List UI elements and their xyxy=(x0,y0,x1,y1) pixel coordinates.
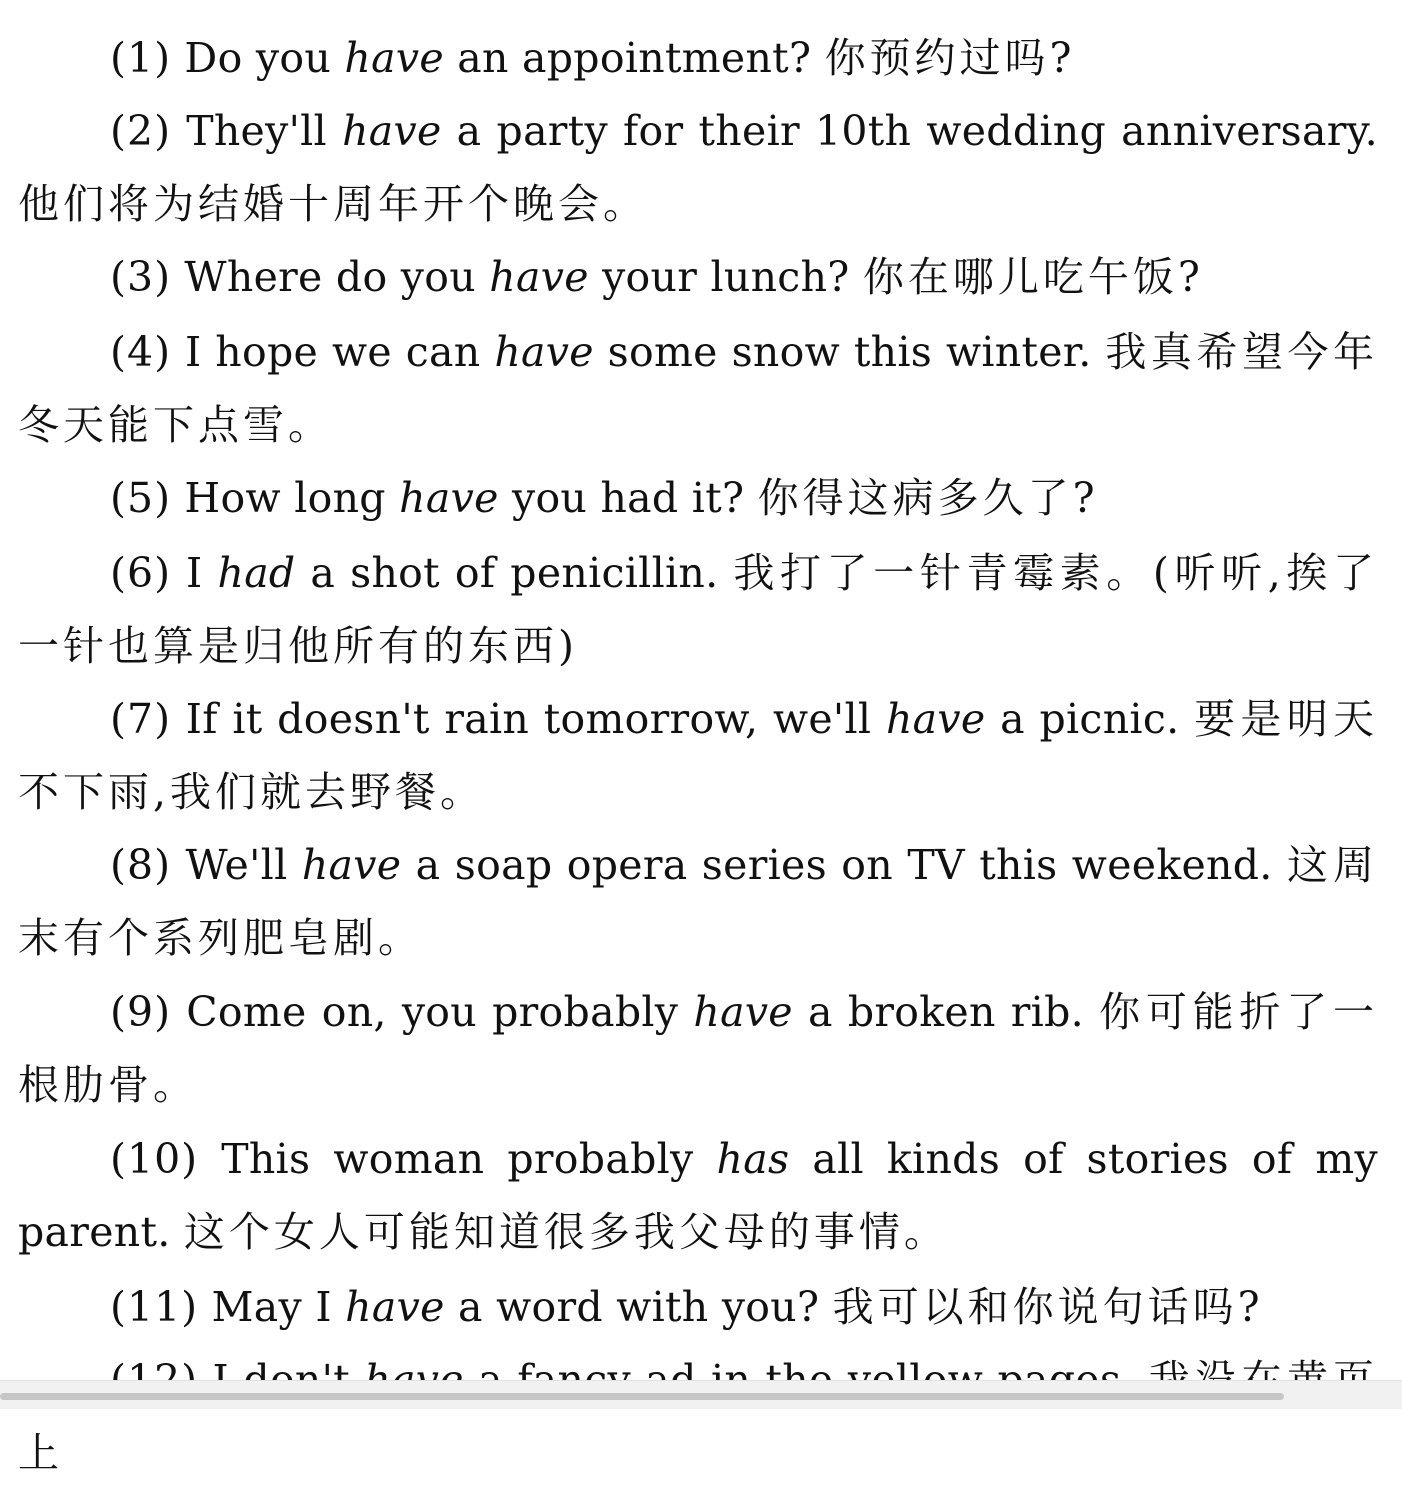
english-text: a soap opera series on TV this weekend. xyxy=(401,841,1287,889)
chinese-translation: 上 xyxy=(18,1429,63,1477)
highlighted-verb: have xyxy=(345,1283,445,1331)
english-text: your lunch? xyxy=(588,253,863,301)
chinese-translation: 要是明天不下雨,我们就去野餐。 xyxy=(18,695,1379,816)
item-number: (3) xyxy=(110,253,172,301)
item-number: (10) xyxy=(110,1135,199,1183)
item-number: (5) xyxy=(110,474,172,522)
item-number: (11) xyxy=(110,1283,199,1331)
highlighted-verb: have xyxy=(489,253,589,301)
highlighted-verb: have xyxy=(342,107,442,155)
example-sentence-3 xyxy=(18,241,1378,314)
example-sentence-4 xyxy=(18,316,1378,462)
item-number: (1) xyxy=(110,34,172,82)
english-text: a broken rib. xyxy=(792,988,1100,1036)
item-number: (4) xyxy=(110,328,172,376)
chinese-translation: 你可能折了一根肋骨。 xyxy=(18,988,1378,1109)
english-text: We'll xyxy=(185,841,302,889)
highlighted-verb: have xyxy=(399,474,499,522)
example-sentence-5 xyxy=(18,462,1378,535)
english-text: Do you xyxy=(184,34,345,82)
chinese-translation: 这周末有个系列肥皂剧。 xyxy=(18,841,1378,962)
example-sentence-12 xyxy=(18,1344,1378,1490)
scrollbar-thumb[interactable] xyxy=(0,1393,1284,1400)
english-text: I xyxy=(186,549,218,597)
chinese-translation: 我真希望今年冬天能下点雪。 xyxy=(18,328,1378,449)
english-text: an appointment? xyxy=(443,34,825,82)
highlighted-verb: had xyxy=(217,549,296,597)
highlighted-verb: have xyxy=(344,34,444,82)
english-text: you had it? xyxy=(498,474,758,522)
example-sentence-8 xyxy=(18,829,1378,975)
highlighted-verb: have xyxy=(301,841,402,889)
highlighted-verb: has xyxy=(716,1135,790,1183)
english-text: a shot of penicillin. xyxy=(295,549,734,597)
english-text: This woman probably xyxy=(221,1135,717,1183)
chinese-translation: 他们将为结婚十周年开个晚会。 xyxy=(18,180,648,228)
example-sentence-7 xyxy=(18,683,1378,829)
item-number: (9) xyxy=(110,988,172,1036)
example-sentence-2 xyxy=(18,95,1378,241)
english-text: a party for their 10th wedding anniversary. xyxy=(441,107,1378,155)
english-text: all kinds of stories of my parent. xyxy=(18,1135,1379,1256)
english-text: some snow this winter. xyxy=(593,328,1106,376)
chinese-translation: 你预约过吗? xyxy=(824,34,1076,82)
chinese-translation: 你得这病多久了? xyxy=(757,474,1099,522)
example-sentence-11 xyxy=(18,1271,1378,1344)
chinese-translation: 我可以和你说句话吗? xyxy=(832,1283,1264,1331)
english-text: a picnic. xyxy=(985,695,1195,743)
english-text: a word with you? xyxy=(444,1283,833,1331)
chinese-translation: 你在哪儿吃午饭? xyxy=(862,253,1204,301)
highlighted-verb: have xyxy=(885,695,986,743)
english-text: May I xyxy=(211,1283,346,1331)
english-text: Where do you xyxy=(184,253,490,301)
english-text: They'll xyxy=(186,107,343,155)
item-number: (6) xyxy=(110,549,172,597)
horizontal-scrollbar[interactable] xyxy=(0,1380,1402,1409)
example-sentence-10 xyxy=(18,1123,1378,1269)
example-sentence-1 xyxy=(18,22,1378,95)
highlighted-verb: have xyxy=(693,988,793,1036)
english-text: Come on, you probably xyxy=(186,988,694,1036)
chinese-translation: 这个女人可能知道很多我父母的事情。 xyxy=(183,1208,949,1256)
english-text: How long xyxy=(184,474,400,522)
item-number: (2) xyxy=(110,107,172,155)
chinese-translation: 我打了一针青霉素。(听听,挨了一针也算是归他所有的东西) xyxy=(18,549,1378,670)
english-text: If it doesn't rain tomorrow, we'll xyxy=(185,695,886,743)
item-number: (8) xyxy=(110,841,172,889)
highlighted-verb: have xyxy=(494,328,594,376)
example-sentence-9 xyxy=(18,976,1378,1122)
english-text: I hope we can xyxy=(184,328,495,376)
item-number: (7) xyxy=(110,695,172,743)
example-sentence-6 xyxy=(18,537,1378,683)
